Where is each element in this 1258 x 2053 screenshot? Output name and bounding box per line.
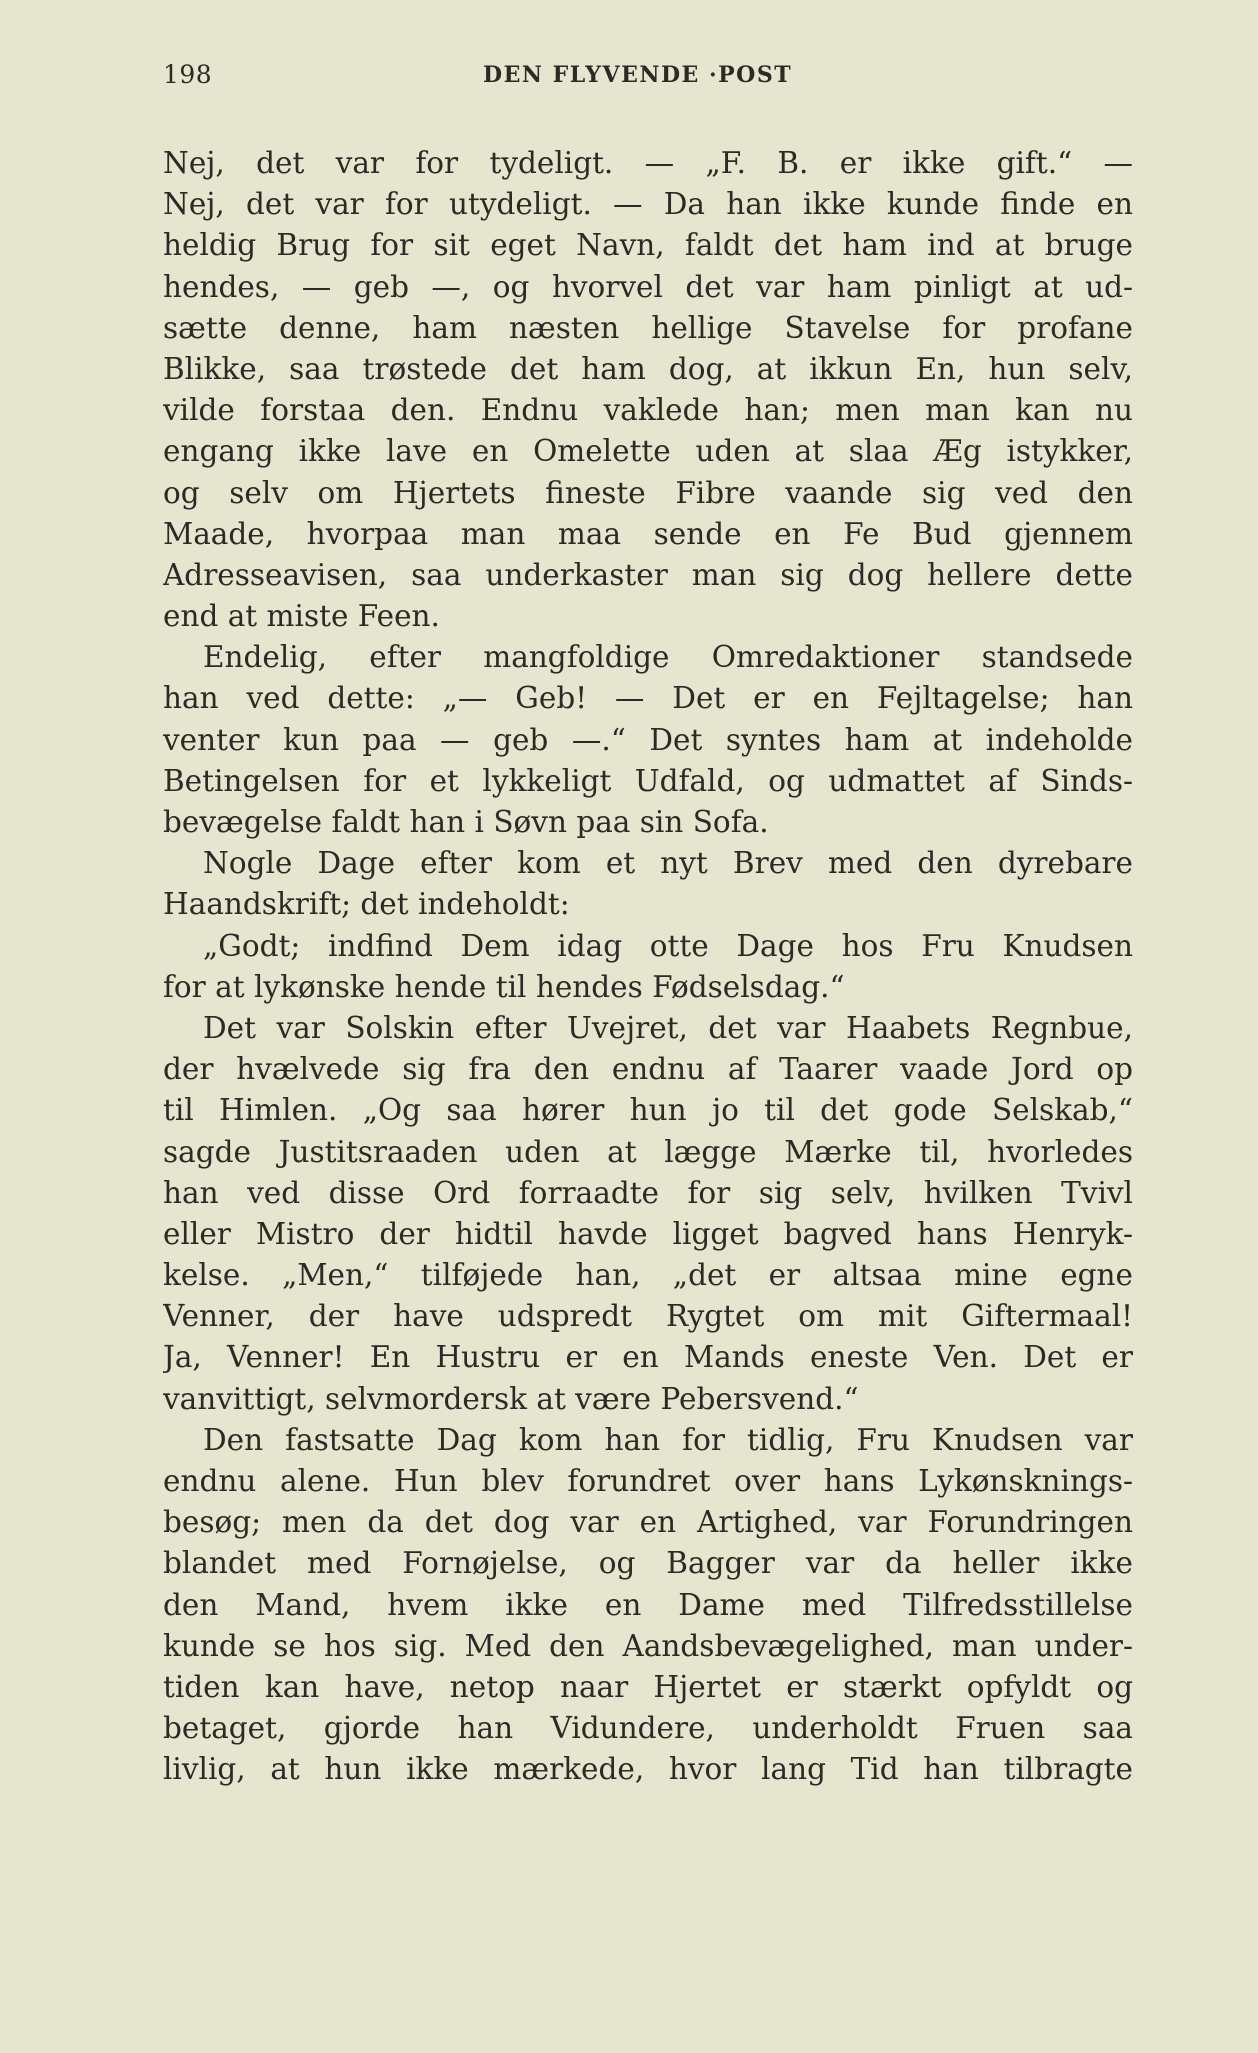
text-line: Det var Solskin efter Uvejret, det var Haabets Regnbue,: [203, 1010, 1133, 1045]
text-line: Den fastsatte Dag kom han for tidlig, Fru Knudsen var: [203, 1422, 1133, 1457]
text-line: Nej, det var for utydeligt. — Da han ikke kunde finde en: [163, 187, 1133, 222]
text-line: Ja, Venner! En Hustru er en Mands eneste Ven. Det er: [163, 1340, 1133, 1375]
text-line: sagde Justitsraaden uden at lægge Mærke til, hvorledes: [163, 1134, 1133, 1169]
text-line: og selv om Hjertets fineste Fibre vaande sig ved den: [163, 475, 1133, 510]
text-line: Maade, hvorpaa man maa sende en Fe Bud gjennem: [163, 516, 1133, 551]
text-line: livlig, at hun ikke mærkede, hvor lang Tid han tilbragte: [163, 1752, 1133, 1787]
text-line: hendes, — geb —, og hvorvel det var ham pinligt at ud-: [163, 269, 1133, 304]
text-line: tiden kan have, netop naar Hjertet er stærkt opfyldt og: [163, 1669, 1133, 1704]
text-line: vilde forstaa den. Endnu vaklede han; men man kan nu: [163, 393, 1133, 428]
text-line: kunde se hos sig. Med den Aandsbevægelighed, man under-: [163, 1628, 1133, 1663]
text-line: Betingelsen for et lykkeligt Udfald, og udmattet af Sinds-: [163, 763, 1133, 798]
text-line: Haandskrift; det indeholdt:: [163, 887, 570, 922]
text-line: sætte denne, ham næsten hellige Stavelse for profane: [163, 310, 1133, 345]
text-line: bevægelse faldt han i Søvn paa sin Sofa.: [163, 805, 769, 839]
running-title: DEN FLYVENDE ·POST: [483, 62, 793, 88]
page-header: [163, 60, 1143, 94]
text-line: Blikke, saa trøstede det ham dog, at ikkun En, hun selv,: [163, 351, 1133, 386]
text-line: Nogle Dage efter kom et nyt Brev med den dyrebare: [203, 846, 1133, 881]
text-line: eller Mistro der hidtil havde ligget bagved hans Henryk-: [163, 1216, 1133, 1251]
text-line: Nej, det var for tydeligt. — „F. B. er ikke gift.“ —: [163, 146, 1133, 180]
text-line: end at miste Feen.: [163, 599, 440, 634]
text-line: han ved disse Ord forraadte for sig selv, hvilken Tvivl: [163, 1175, 1133, 1210]
page-number: 198: [163, 60, 213, 89]
text-line: „Godt; indfind Dem idag otte Dage hos Fru Knudsen: [203, 928, 1133, 963]
text-line: vanvittigt, selvmordersk at være Pebersvend.“: [163, 1381, 859, 1416]
text-line: venter kun paa — geb —.“ Det syntes ham at indeholde: [163, 722, 1133, 757]
text-line: endnu alene. Hun blev forundret over hans Lykønsknings-: [163, 1464, 1133, 1498]
text-line: den Mand, hvem ikke en Dame med Tilfredsstillelse: [163, 1587, 1133, 1622]
text-line: for at lykønske hende til hendes Fødselsdag.“: [163, 969, 845, 1004]
text-line: heldig Brug for sit eget Navn, faldt det ham ind at bruge: [163, 228, 1133, 263]
text-line: besøg; men da det dog var en Artighed, var Forundringen: [163, 1505, 1133, 1540]
text-line: han ved dette: „— Geb! — Det er en Fejltagelse; han: [163, 681, 1133, 716]
text-line: engang ikke lave en Omelette uden at slaa Æg istykker,: [163, 434, 1133, 469]
body-text: [163, 143, 1133, 1791]
text-line: Endelig, efter mangfoldige Omredaktioner standsede: [203, 640, 1133, 675]
text-line: kelse. „Men,“ tilføjede han, „det er altsaa mine egne: [163, 1258, 1133, 1293]
text-line: til Himlen. „Og saa hører hun jo til det gode Selskab,“: [163, 1093, 1133, 1128]
text-line: der hvælvede sig fra den endnu af Taarer vaade Jord op: [163, 1052, 1133, 1087]
text-line: Adresseavisen, saa underkaster man sig dog hellere dette: [163, 557, 1133, 592]
text-line: blandet med Fornøjelse, og Bagger var da heller ikke: [163, 1546, 1133, 1581]
text-line: betaget, gjorde han Vidundere, underholdt Fruen saa: [163, 1711, 1133, 1746]
text-line: Venner, der have udspredt Rygtet om mit Giftermaal!: [163, 1299, 1133, 1334]
